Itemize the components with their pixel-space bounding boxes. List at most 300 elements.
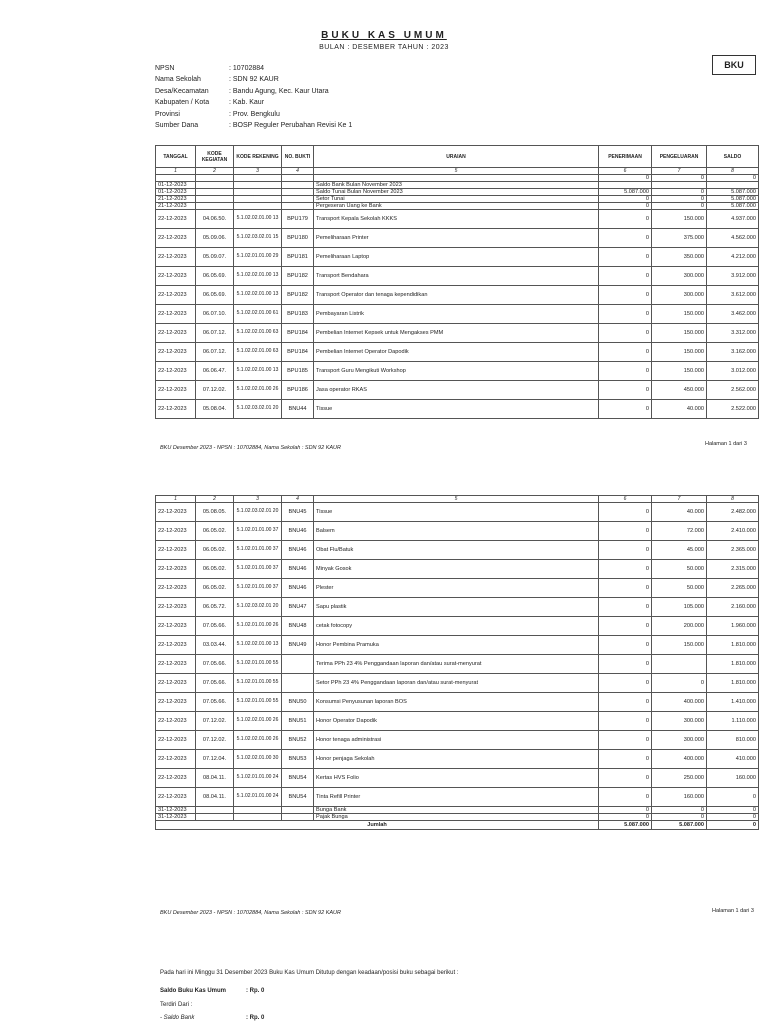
cell-penerimaan: 0 [599,731,652,750]
cell-uraian: Plester [314,579,599,598]
cell-penerimaan: 0 [599,674,652,693]
cell-kode-rekening [234,182,282,189]
column-index: 5 [314,496,599,503]
cell-no-bukti [282,814,314,821]
cell-saldo: 2.522.000 [707,400,759,419]
table-row [156,807,759,814]
cell-uraian: Pergeseran Uang ke Bank [314,203,599,210]
cell-no-bukti: BNU54 [282,769,314,788]
info-row [155,65,352,76]
cell-pengeluaran: 45.000 [652,541,707,560]
column-index: 8 [707,168,759,175]
cell-penerimaan: 0 [599,750,652,769]
cell-no-bukti: BNU49 [282,636,314,655]
cell-kode-rekening: 5.1.02.02.01.00 13 [234,286,282,305]
cell-pengeluaran: 300.000 [652,712,707,731]
column-header: TANGGAL [156,146,196,168]
cell-saldo: 1.810.000 [707,655,759,674]
cell-no-bukti: BPU182 [282,286,314,305]
cell-tanggal: 22-12-2023 [156,248,196,267]
column-index: 6 [599,496,652,503]
cell-saldo: 1.810.000 [707,674,759,693]
table-row [156,814,759,821]
cell-saldo: 2.365.000 [707,541,759,560]
cell-pengeluaran: 160.000 [652,788,707,807]
cell-tanggal: 22-12-2023 [156,655,196,674]
cell-kode-kegiatan: 05.08.05. [196,503,234,522]
saldo-bku-value: : Rp. 0 [246,988,265,994]
cell-uraian: Pembayaran Listrik [314,305,599,324]
column-index: 1 [156,496,196,503]
cell-pengeluaran: 150.000 [652,636,707,655]
cell-kode-kegiatan: 03.03.44. [196,636,234,655]
cell-kode-rekening: 5.1.02.01.01.00 37 [234,541,282,560]
cell-kode-rekening: 5.1.02.01.01.00 24 [234,788,282,807]
cell-kode-kegiatan: 08.04.11. [196,769,234,788]
cell-pengeluaran: 50.000 [652,560,707,579]
cell-uraian: Honor Operator Dapodik [314,712,599,731]
cell-penerimaan: 0 [599,769,652,788]
cell-saldo: 410.000 [707,750,759,769]
cell-tanggal: 22-12-2023 [156,769,196,788]
cell-no-bukti [282,807,314,814]
column-index: 8 [707,496,759,503]
cell-saldo [707,182,759,189]
column-index: 1 [156,168,196,175]
column-index: 3 [234,168,282,175]
cell-uraian: Jasa operator RKAS [314,381,599,400]
cell-no-bukti: BNU46 [282,522,314,541]
cell-pengeluaran: 375.000 [652,229,707,248]
cell-penerimaan: 0 [599,248,652,267]
cell-kode-rekening: 5.1.02.02.01.00 63 [234,324,282,343]
cell-saldo: 5.087.000 [707,196,759,203]
cell-kode-kegiatan: 06.07.12. [196,324,234,343]
table-row [156,541,759,560]
cell-kode-rekening [234,175,282,182]
cell-uraian: Sapu plastik [314,598,599,617]
cell-tanggal: 22-12-2023 [156,229,196,248]
table-row [156,324,759,343]
info-row [155,99,352,110]
cell-kode-kegiatan [196,203,234,210]
cell-kode-kegiatan: 07.12.02. [196,712,234,731]
cell-no-bukti: BNU47 [282,598,314,617]
cell-uraian: Kertas HVS Folio [314,769,599,788]
cell-kode-rekening: 5.1.02.02.01.00 13 [234,210,282,229]
cell-uraian: Konsumsi Penyusunan laporan BOS [314,693,599,712]
cell-no-bukti: BPU184 [282,324,314,343]
cell-tanggal: 22-12-2023 [156,560,196,579]
cell-saldo: 810.000 [707,731,759,750]
cell-kode-kegiatan: 06.07.10. [196,305,234,324]
cell-no-bukti: BPU181 [282,248,314,267]
cell-pengeluaran: 0 [652,175,707,182]
cell-tanggal: 22-12-2023 [156,693,196,712]
cell-kode-rekening: 5.1.02.01.01.00 26 [234,617,282,636]
table-row [156,731,759,750]
cell-saldo: 3.012.000 [707,362,759,381]
cell-kode-rekening: 5.1.02.03.02.01 20 [234,400,282,419]
cell-kode-kegiatan: 06.07.12. [196,343,234,362]
cell-kode-rekening [234,203,282,210]
cell-tanggal: 21-12-2023 [156,196,196,203]
cell-kode-kegiatan: 07.12.04. [196,750,234,769]
cell-kode-rekening: 5.1.02.02.01.00 13 [234,362,282,381]
total-row [156,821,759,830]
cell-tanggal: 21-12-2023 [156,203,196,210]
cell-tanggal: 22-12-2023 [156,617,196,636]
table-row [156,381,759,400]
cell-saldo: 1.810.000 [707,636,759,655]
cell-kode-rekening [234,814,282,821]
cell-kode-rekening: 5.1.02.01.01.00 24 [234,769,282,788]
cell-kode-kegiatan: 06.06.47. [196,362,234,381]
cell-saldo: 2.265.000 [707,579,759,598]
cell-saldo: 3.312.000 [707,324,759,343]
page1-footer: BKU Desember 2023 - NPSN : 10702884, Nama Sekolah : SDN 92 KAUR [160,445,341,451]
table-row [156,579,759,598]
cell-saldo: 4.562.000 [707,229,759,248]
cell-kode-rekening: 5.1.02.01.01.00 37 [234,522,282,541]
cell-saldo: 2.410.000 [707,522,759,541]
cell-uraian: Honor Pembina Pramuka [314,636,599,655]
table-row [156,175,759,182]
table-row [156,248,759,267]
cell-tanggal: 22-12-2023 [156,522,196,541]
cell-uraian: Terima PPh 23 4% Penggandaan laporan dan/atau surat-menyurat [314,655,599,674]
cell-uraian: Balsem [314,522,599,541]
cell-saldo: 4.212.000 [707,248,759,267]
cell-no-bukti: BNU46 [282,541,314,560]
cell-kode-rekening: 5.1.02.01.01.00 29 [234,248,282,267]
cell-kode-kegiatan: 05.09.07. [196,248,234,267]
cell-penerimaan: 0 [599,807,652,814]
cell-saldo: 3.612.000 [707,286,759,305]
cell-tanggal: 22-12-2023 [156,343,196,362]
cell-uraian: Pemeliharaan Laptop [314,248,599,267]
cell-pengeluaran: 150.000 [652,343,707,362]
cell-pengeluaran: 0 [652,674,707,693]
info-label: Provinsi [155,110,180,118]
cell-penerimaan: 0 [599,788,652,807]
cell-saldo: 2.160.000 [707,598,759,617]
cell-penerimaan [599,182,652,189]
cell-pengeluaran: 400.000 [652,750,707,769]
cell-penerimaan: 0 [599,324,652,343]
cell-saldo: 3.162.000 [707,343,759,362]
cell-kode-rekening: 5.1.02.02.01.00 26 [234,381,282,400]
cell-tanggal: 22-12-2023 [156,712,196,731]
cell-saldo: 5.087.000 [707,203,759,210]
cell-kode-kegiatan: 07.05.66. [196,674,234,693]
cell-tanggal: 22-12-2023 [156,210,196,229]
school-info [155,65,352,133]
table-row [156,769,759,788]
info-value: : Bandu Agung, Kec. Kaur Utara [229,87,329,95]
cell-penerimaan: 0 [599,196,652,203]
cell-no-bukti [282,655,314,674]
info-value: : SDN 92 KAUR [229,76,279,84]
table-row [156,712,759,731]
info-value: : Kab. Kaur [229,99,265,107]
info-label: Kabupaten / Kota [155,99,210,107]
cell-penerimaan: 0 [599,343,652,362]
cell-tanggal: 22-12-2023 [156,636,196,655]
table-row [156,229,759,248]
column-header: SALDO [707,146,759,168]
cell-kode-kegiatan: 07.05.66. [196,617,234,636]
cell-no-bukti [282,196,314,203]
cell-uraian: Tissue [314,400,599,419]
cell-no-bukti [282,189,314,196]
column-index: 2 [196,168,234,175]
cell-no-bukti: BPU179 [282,210,314,229]
table-row [156,598,759,617]
page1-page-number: Halaman 1 dari 3 [705,441,747,447]
total-penerimaan: 5.087.000 [599,821,652,830]
cell-pengeluaran [652,655,707,674]
cell-penerimaan: 0 [599,362,652,381]
cell-penerimaan: 0 [599,541,652,560]
cell-no-bukti: BNU51 [282,712,314,731]
cell-kode-rekening: 5.1.02.03.02.01 20 [234,598,282,617]
cell-saldo: 0 [707,788,759,807]
table-row [156,674,759,693]
cell-kode-rekening: 5.1.02.01.01.00 55 [234,655,282,674]
cell-kode-kegiatan [196,189,234,196]
table-row [156,750,759,769]
info-label: Nama Sekolah [155,76,201,84]
info-row [155,122,352,133]
cell-penerimaan: 0 [599,229,652,248]
table-row [156,503,759,522]
column-header: PENGELUARAN [652,146,707,168]
cell-kode-kegiatan: 06.05.69. [196,286,234,305]
cell-penerimaan: 0 [599,617,652,636]
cell-kode-kegiatan: 07.12.02. [196,731,234,750]
cell-penerimaan: 0 [599,712,652,731]
cell-uraian: Setor Tunai [314,196,599,203]
saldo-bank-label: - Saldo Bank [160,1015,195,1021]
table-row [156,343,759,362]
document-title: BUKU KAS UMUM [321,30,447,41]
cell-uraian: Obat Flu/Batuk [314,541,599,560]
cell-kode-kegiatan [196,175,234,182]
cell-penerimaan: 0 [599,286,652,305]
table-row [156,189,759,196]
cell-kode-kegiatan: 06.05.02. [196,579,234,598]
cell-tanggal: 01-12-2023 [156,182,196,189]
column-index: 5 [314,168,599,175]
cell-tanggal: 22-12-2023 [156,731,196,750]
cell-pengeluaran: 150.000 [652,305,707,324]
cell-uraian: Pajak Bunga [314,814,599,821]
cell-kode-rekening: 5.1.02.02.01.00 61 [234,305,282,324]
cell-pengeluaran [652,182,707,189]
cell-tanggal: 22-12-2023 [156,305,196,324]
cell-saldo: 0 [707,175,759,182]
cell-pengeluaran: 400.000 [652,693,707,712]
cell-uraian: Pembelian Internet Operator Dapodik [314,343,599,362]
cell-saldo: 5.087.000 [707,189,759,196]
cell-no-bukti [282,203,314,210]
cell-kode-rekening: 5.1.02.02.01.00 13 [234,636,282,655]
info-label: NPSN [155,65,175,72]
cell-kode-rekening: 5.1.02.01.01.00 55 [234,693,282,712]
cell-penerimaan: 0 [599,203,652,210]
cell-tanggal: 22-12-2023 [156,503,196,522]
cell-tanggal: 22-12-2023 [156,750,196,769]
cell-no-bukti: BPU185 [282,362,314,381]
column-index: 7 [652,168,707,175]
cell-pengeluaran: 300.000 [652,286,707,305]
cell-tanggal: 22-12-2023 [156,324,196,343]
cell-penerimaan: 0 [599,579,652,598]
cell-pengeluaran: 150.000 [652,362,707,381]
cell-no-bukti: BNU54 [282,788,314,807]
cell-saldo: 2.562.000 [707,381,759,400]
cell-pengeluaran: 40.000 [652,503,707,522]
cell-no-bukti: BNU46 [282,560,314,579]
cell-pengeluaran: 450.000 [652,381,707,400]
cell-tanggal: 22-12-2023 [156,400,196,419]
cell-tanggal: 22-12-2023 [156,267,196,286]
cell-kode-rekening: 5.1.02.01.01.00 37 [234,560,282,579]
column-header: NO. BUKTI [282,146,314,168]
cell-saldo: 0 [707,814,759,821]
bku-badge: BKU [712,55,756,75]
table-row [156,636,759,655]
info-value: : BOSP Reguler Perubahan Revisi Ke 1 [229,121,353,129]
table-row [156,693,759,712]
info-row [155,76,352,87]
cell-saldo: 4.937.000 [707,210,759,229]
cell-penerimaan: 0 [599,814,652,821]
cell-pengeluaran: 0 [652,807,707,814]
cell-tanggal: 22-12-2023 [156,579,196,598]
cell-penerimaan: 0 [599,560,652,579]
column-index: 6 [599,168,652,175]
cell-kode-kegiatan [196,814,234,821]
cell-no-bukti: BPU180 [282,229,314,248]
cell-kode-kegiatan [196,196,234,203]
cell-no-bukti: BPU183 [282,305,314,324]
cell-tanggal: 31-12-2023 [156,807,196,814]
cell-pengeluaran: 150.000 [652,324,707,343]
column-index: 3 [234,496,282,503]
cell-uraian: Transport Kepala Sekolah KKKS [314,210,599,229]
saldo-bku-label: Saldo Buku Kas Umum [160,988,227,994]
cell-no-bukti: BNU46 [282,579,314,598]
table-row [156,655,759,674]
info-value: : 10702884 [229,65,265,72]
column-header: PENERIMAAN [599,146,652,168]
cell-kode-kegiatan: 05.09.06. [196,229,234,248]
cell-uraian: Saldo Bank Bulan November 2023 [314,182,599,189]
table-row [156,210,759,229]
cell-saldo: 2.482.000 [707,503,759,522]
table-row [156,362,759,381]
cell-uraian: Pembelian Internet Kepsek untuk Mengakses PMM [314,324,599,343]
cell-kode-kegiatan: 08.04.11. [196,788,234,807]
table-row [156,560,759,579]
cell-kode-kegiatan: 07.12.02. [196,381,234,400]
cell-no-bukti: BNU48 [282,617,314,636]
cell-uraian: Saldo Tunai Bulan November 2023 [314,189,599,196]
cell-saldo: 3.462.000 [707,305,759,324]
cell-kode-rekening: 5.1.02.01.01.00 37 [234,579,282,598]
cell-penerimaan: 0 [599,693,652,712]
cell-no-bukti [282,674,314,693]
table-row [156,305,759,324]
cell-no-bukti: BNU45 [282,503,314,522]
table-row [156,203,759,210]
cell-pengeluaran: 0 [652,814,707,821]
cell-uraian: Honor tenaga administrasi [314,731,599,750]
bku-table-page2 [155,495,759,830]
cell-penerimaan: 0 [599,305,652,324]
cell-saldo: 0 [707,807,759,814]
cell-penerimaan: 5.087.000 [599,189,652,196]
cell-uraian: Tinta Refill Printer [314,788,599,807]
cell-kode-rekening: 5.1.02.02.01.00 30 [234,750,282,769]
terdiri-dari-label: Terdiri Dari : [160,1002,193,1008]
cell-penerimaan: 0 [599,175,652,182]
info-label: Desa/Kecamatan [155,87,209,95]
cell-pengeluaran: 200.000 [652,617,707,636]
cell-uraian: Transport Bendahara [314,267,599,286]
cell-tanggal [156,175,196,182]
cell-penerimaan: 0 [599,381,652,400]
cell-pengeluaran: 40.000 [652,400,707,419]
cell-penerimaan: 0 [599,267,652,286]
cell-kode-rekening: 5.1.02.02.01.00 26 [234,731,282,750]
column-header: URAIAN [314,146,599,168]
cell-kode-rekening: 5.1.02.02.01.00 26 [234,712,282,731]
cell-penerimaan: 0 [599,503,652,522]
cell-kode-rekening [234,189,282,196]
table-row [156,400,759,419]
cell-kode-rekening: 5.1.02.01.01.00 55 [234,674,282,693]
cell-tanggal: 01-12-2023 [156,189,196,196]
cell-saldo: 160.000 [707,769,759,788]
cell-kode-kegiatan: 06.05.02. [196,560,234,579]
table-row [156,267,759,286]
cell-pengeluaran: 0 [652,189,707,196]
table-row [156,522,759,541]
cell-no-bukti: BNU53 [282,750,314,769]
cell-kode-kegiatan: 07.05.66. [196,655,234,674]
cell-kode-rekening: 5.1.02.02.01.00 13 [234,267,282,286]
info-row [155,111,352,122]
cell-pengeluaran: 0 [652,203,707,210]
cell-pengeluaran: 0 [652,196,707,203]
saldo-bank-value: : Rp. 0 [246,1015,265,1021]
cell-uraian: Setor PPh 23 4% Penggandaan laporan dan/atau surat-menyurat [314,674,599,693]
cell-tanggal: 22-12-2023 [156,362,196,381]
cell-kode-kegiatan: 05.08.04. [196,400,234,419]
cell-tanggal: 22-12-2023 [156,381,196,400]
total-label: Jumlah [156,821,599,830]
column-index: 4 [282,168,314,175]
info-row [155,88,352,99]
cell-saldo: 1.960.000 [707,617,759,636]
column-index: 7 [652,496,707,503]
cell-kode-kegiatan [196,182,234,189]
cell-penerimaan: 0 [599,636,652,655]
table-row [156,182,759,189]
